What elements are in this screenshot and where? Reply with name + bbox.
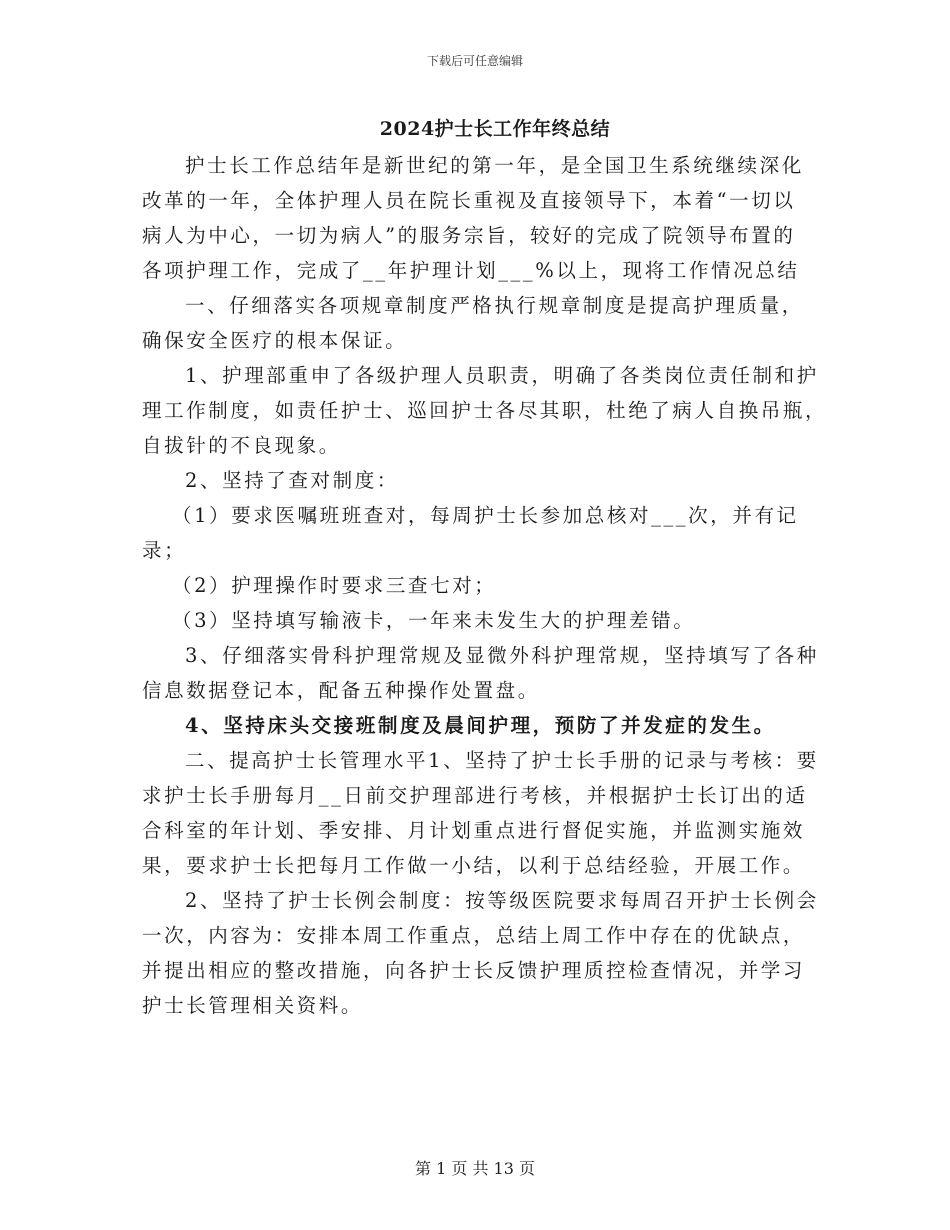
- page-header-note: 下载后可任意编辑: [426, 54, 523, 68]
- paragraph-line: 果，要求护士长把每月工作做一小结，以利于总结经验，开展工作。: [142, 854, 806, 877]
- paragraph-line: 病人为中心，一切为病人”的服务宗旨，较好的完成了院领导布置的: [142, 224, 796, 247]
- paragraph-line: 各项护理工作，完成了__年护理计划___%以上，现将工作情况总结: [142, 259, 800, 282]
- paragraph-line: 自拔针的不良现象。: [142, 434, 341, 457]
- paragraph-line: 合科室的年计划、季安排、月计划重点进行督促实施，并监测实施效: [142, 819, 806, 842]
- paragraph-line: 求护士长手册每月__日前交护理部进行考核，并根据护士长订出的适: [142, 784, 808, 807]
- list-item-line: 2、坚持了护士长例会制度：按等级医院要求每周召开护士长例会: [185, 889, 819, 912]
- list-item-line: 3、仔细落实骨科护理常规及显微外科护理常规，坚持填写了各种: [185, 644, 819, 667]
- sub-item-line: （1）要求医嘱班班查对，每周护士长参加总核对___次，并有记: [172, 504, 799, 527]
- paragraph-line: 并提出相应的整改措施，向各护士长反馈护理质控检查情况，并学习: [142, 959, 806, 982]
- paragraph-line: 理工作制度，如责任护士、巡回护士各尽其职，杜绝了病人自换吊瓶，: [142, 399, 828, 422]
- page-number: 第 1 页 共 13 页: [415, 1159, 535, 1178]
- paragraph-line: 录；: [142, 539, 187, 562]
- document-title: 2024护士长工作年终总结: [379, 118, 611, 140]
- section-heading-line: 一、仔细落实各项规章制度严格执行规章制度是提高护理质量，: [185, 294, 804, 317]
- paragraph-line: 确保安全医疗的根本保证。: [142, 329, 408, 352]
- paragraph-line: 护士长工作总结年是新世纪的第一年，是全国卫生系统继续深化: [185, 154, 804, 177]
- bold-list-item-line: 4、坚持床头交接班制度及晨间护理，预防了并发症的发生。: [185, 714, 776, 737]
- section-heading-line: 二、提高护士长管理水平1、坚持了护士长手册的记录与考核：要: [185, 749, 819, 772]
- list-item-line: 2、坚持了查对制度：: [185, 469, 399, 492]
- sub-item-line: （2）护理操作时要求三查七对；: [172, 574, 497, 597]
- paragraph-line: 护士长管理相关资料。: [142, 994, 364, 1017]
- paragraph-line: 信息数据登记本，配备五种操作处置盘。: [142, 679, 540, 702]
- sub-item-line: （3）坚持填写输液卡，一年来未发生大的护理差错。: [172, 609, 696, 632]
- paragraph-line: 一次，内容为：安排本周工作重点，总结上周工作中存在的优缺点，: [142, 924, 806, 947]
- list-item-line: 1、护理部重申了各级护理人员职责，明确了各类岗位责任制和护: [185, 364, 819, 387]
- paragraph-line: 改革的一年，全体护理人员在院长重视及直接领导下，本着“一切以: [142, 189, 796, 212]
- document-body: [142, 148, 828, 1023]
